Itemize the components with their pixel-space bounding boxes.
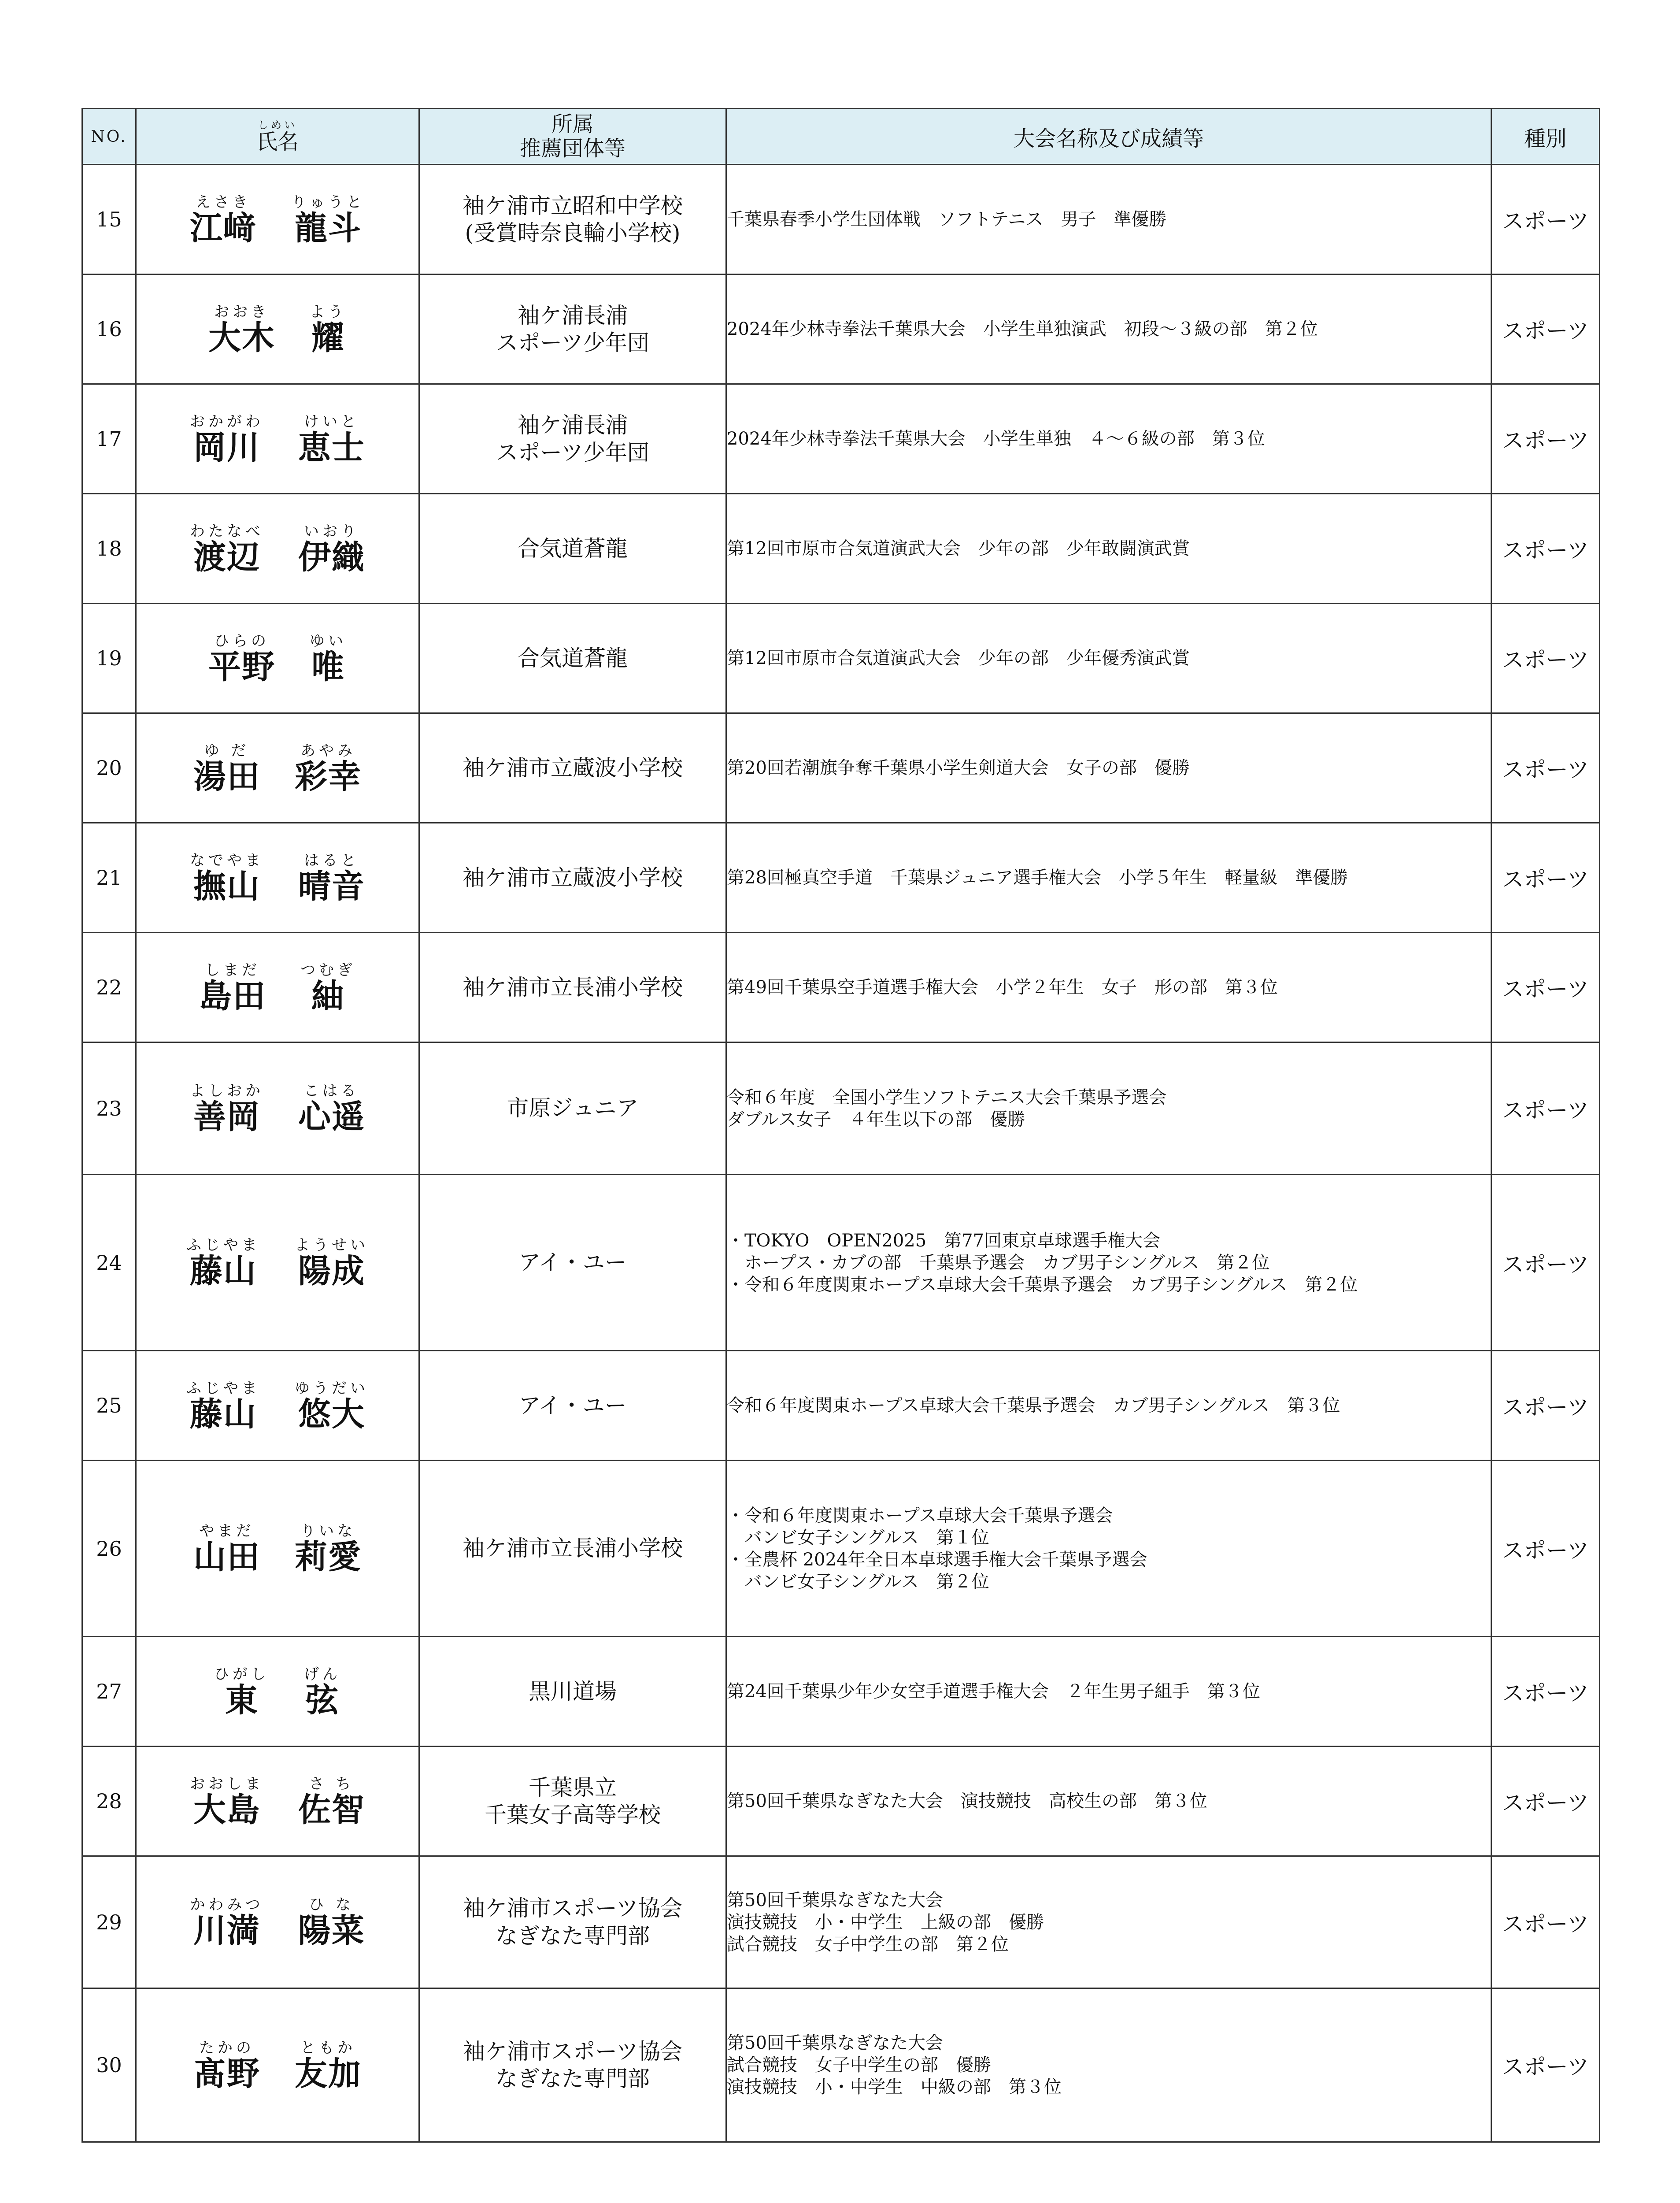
- given-name: 恵士: [298, 428, 365, 467]
- award-table: [81, 108, 1600, 2143]
- event-line: 第50回千葉県なぎなた大会: [727, 1890, 943, 1910]
- event-cell: [726, 1747, 1491, 1856]
- category-cell: スポーツ: [1491, 1988, 1600, 2142]
- event-line: 千葉県春季小学生団体戦 ソフトテニス 男子 準優勝: [727, 209, 1167, 230]
- event-line: 第24回千葉県少年少女空手道選手権大会 ２年生男子組手 第３位: [727, 1681, 1260, 1702]
- row-number: 15: [82, 165, 136, 274]
- org-cell: [419, 1988, 726, 2142]
- event-cell: [726, 604, 1491, 713]
- family-name: 善岡: [193, 1098, 260, 1136]
- table-row: [82, 1637, 1600, 1747]
- family-name: 川満: [193, 1912, 260, 1950]
- event-cell: [726, 1637, 1491, 1747]
- row-number: 18: [82, 494, 136, 604]
- org-cell: [419, 1042, 726, 1175]
- event-line: 試合競技 女子中学生の部 優勝: [727, 2055, 991, 2075]
- family-furigana: おおしま: [190, 1775, 264, 1793]
- name-cell: [136, 1461, 419, 1637]
- event-cell: [726, 1175, 1491, 1351]
- event-cell: [726, 823, 1491, 933]
- event-line: 令和６年度関東ホープス卓球大会千葉県予選会 カブ男子シングルス 第３位: [727, 1395, 1340, 1416]
- given-name: 弦: [306, 1681, 339, 1719]
- table-row: [82, 165, 1600, 274]
- header-name-ruby: しめい: [258, 119, 297, 132]
- event-line: 2024年少林寺拳法千葉県大会 小学生単独演武 初段～３級の部 第２位: [727, 319, 1318, 339]
- given-furigana: ゆうだい: [295, 1379, 369, 1397]
- given-name: 陽菜: [298, 1912, 365, 1950]
- event-line: ・全農杯 2024年全日本卓球選手権大会千葉県予選会: [727, 1549, 1147, 1570]
- org-cell: [419, 1351, 726, 1461]
- table-row: [82, 604, 1600, 713]
- family-name: 江﨑: [190, 209, 257, 247]
- family-name: 撫山: [193, 867, 260, 905]
- category-cell: スポーツ: [1491, 494, 1600, 604]
- family-furigana: おおき: [214, 303, 270, 321]
- event-cell: [726, 384, 1491, 494]
- header-org-line2: 推薦団体等: [519, 136, 625, 161]
- category-cell: スポーツ: [1491, 165, 1600, 274]
- given-name: 耀: [311, 319, 345, 357]
- given-furigana: けいと: [304, 412, 359, 430]
- given-furigana: よう: [310, 303, 347, 321]
- header-name: [136, 109, 419, 165]
- table-row: [82, 494, 1600, 604]
- row-number: 22: [82, 933, 136, 1042]
- table-row: [82, 384, 1600, 494]
- category-cell: スポーツ: [1491, 1175, 1600, 1351]
- given-furigana: いおり: [304, 522, 359, 540]
- event-line: 第12回市原市合気道演武大会 少年の部 少年敢闘演武賞: [727, 538, 1190, 559]
- table-row: [82, 1461, 1600, 1637]
- row-number: 26: [82, 1461, 136, 1637]
- given-furigana: ゆい: [310, 632, 347, 650]
- name-cell: [136, 1351, 419, 1461]
- header-org: [419, 109, 726, 165]
- event-line: 第50回千葉県なぎなた大会 演技競技 高校生の部 第３位: [727, 1791, 1207, 1811]
- family-name: 藤山: [190, 1252, 257, 1291]
- row-number: 25: [82, 1351, 136, 1461]
- given-name: 紬: [311, 977, 345, 1015]
- table-row: [82, 823, 1600, 933]
- event-cell: [726, 1856, 1491, 1988]
- event-line: 第28回極真空手道 千葉県ジュニア選手権大会 小学５年生 軽量級 準優勝: [727, 868, 1348, 888]
- category-cell: スポーツ: [1491, 1042, 1600, 1175]
- row-number: 19: [82, 604, 136, 713]
- row-number: 16: [82, 274, 136, 384]
- header-row: [82, 109, 1600, 165]
- name-cell: [136, 1637, 419, 1747]
- name-cell: [136, 1175, 419, 1351]
- org-line: (受賞時奈良輪小学校): [465, 220, 681, 246]
- row-number: 24: [82, 1175, 136, 1351]
- org-line: アイ・ユー: [518, 1392, 627, 1418]
- event-line: 試合競技 女子中学生の部 第２位: [727, 1934, 1009, 1955]
- name-cell: [136, 933, 419, 1042]
- category-cell: スポーツ: [1491, 274, 1600, 384]
- family-name: 岡川: [193, 428, 260, 467]
- given-furigana: ひ な: [309, 1896, 355, 1914]
- family-name: 髙野: [193, 2055, 260, 2093]
- given-name: 龍斗: [295, 209, 362, 247]
- event-cell: [726, 165, 1491, 274]
- row-number: 21: [82, 823, 136, 933]
- given-furigana: ようせい: [295, 1236, 369, 1254]
- event-line: 第20回若潮旗争奪千葉県小学生剣道大会 女子の部 優勝: [727, 758, 1190, 778]
- header-org-line1: 所属: [551, 111, 594, 137]
- name-cell: [136, 1988, 419, 2142]
- family-furigana: なでやま: [190, 851, 264, 869]
- event-cell: [726, 713, 1491, 823]
- table-row: [82, 1351, 1600, 1461]
- given-furigana: つむぎ: [300, 961, 356, 979]
- name-cell: [136, 713, 419, 823]
- family-furigana: たかの: [199, 2039, 255, 2057]
- org-cell: [419, 713, 726, 823]
- family-name: 渡辺: [193, 538, 260, 576]
- category-cell: スポーツ: [1491, 384, 1600, 494]
- table-row: [82, 1175, 1600, 1351]
- given-name: 悠大: [298, 1395, 365, 1433]
- event-line: バンビ女子シングルス 第２位: [727, 1571, 989, 1592]
- given-name: 伊織: [298, 538, 365, 576]
- org-line: 袖ケ浦市スポーツ協会: [463, 2038, 682, 2064]
- family-name: 東: [225, 1681, 259, 1719]
- event-line: ホープス・カブの部 千葉県予選会 カブ男子シングルス 第２位: [727, 1252, 1270, 1273]
- given-furigana: さ ち: [309, 1775, 355, 1793]
- family-name: 島田: [199, 977, 266, 1015]
- org-cell: [419, 1856, 726, 1988]
- given-furigana: ともか: [300, 2039, 356, 2057]
- table-row: [82, 274, 1600, 384]
- category-cell: スポーツ: [1491, 1351, 1600, 1461]
- given-name: 陽成: [298, 1252, 365, 1291]
- org-line: 千葉女子高等学校: [485, 1802, 661, 1828]
- row-number: 23: [82, 1042, 136, 1175]
- family-name: 藤山: [190, 1395, 257, 1433]
- given-furigana: はると: [304, 851, 359, 869]
- event-cell: [726, 494, 1491, 604]
- family-furigana: えさき: [196, 193, 251, 211]
- header-no: NO.: [82, 109, 136, 165]
- row-number: 27: [82, 1637, 136, 1747]
- org-line: 黒川道場: [529, 1678, 617, 1704]
- family-furigana: おかがわ: [190, 412, 264, 430]
- category-cell: スポーツ: [1491, 1747, 1600, 1856]
- event-line: ・令和６年度関東ホープス卓球大会千葉県予選会: [727, 1505, 1113, 1526]
- name-cell: [136, 274, 419, 384]
- event-line: 演技競技 小・中学生 上級の部 優勝: [727, 1912, 1044, 1932]
- event-line: ・TOKYO OPEN2025 第77回東京卓球選手権大会: [727, 1230, 1161, 1251]
- header-type: 種別: [1491, 109, 1600, 165]
- given-name: 唯: [311, 648, 345, 686]
- given-name: 佐智: [298, 1791, 365, 1829]
- table-row: [82, 713, 1600, 823]
- family-name: 大木: [208, 319, 275, 357]
- category-cell: スポーツ: [1491, 1461, 1600, 1637]
- org-line: 合気道蒼龍: [518, 535, 628, 561]
- event-line: ・令和６年度関東ホープス卓球大会千葉県予選会 カブ男子シングルス 第２位: [727, 1274, 1358, 1295]
- family-furigana: しまだ: [205, 961, 260, 979]
- header-name-label: 氏名: [256, 130, 299, 155]
- org-line: 袖ケ浦市スポーツ協会: [463, 1895, 682, 1921]
- org-cell: [419, 165, 726, 274]
- name-cell: [136, 604, 419, 713]
- row-number: 30: [82, 1988, 136, 2142]
- given-name: 心遥: [298, 1098, 365, 1136]
- category-cell: スポーツ: [1491, 1856, 1600, 1988]
- family-furigana: ふじやま: [186, 1379, 260, 1397]
- family-furigana: ひがし: [214, 1665, 270, 1683]
- given-furigana: げん: [304, 1665, 341, 1683]
- family-furigana: よしおか: [190, 1082, 264, 1100]
- table-row: [82, 933, 1600, 1042]
- family-furigana: ゆ だ: [204, 742, 250, 760]
- row-number: 28: [82, 1747, 136, 1856]
- given-name: 彩幸: [295, 757, 362, 796]
- org-cell: [419, 823, 726, 933]
- org-cell: [419, 1461, 726, 1637]
- family-name: 大島: [193, 1791, 260, 1829]
- family-furigana: かわみつ: [190, 1896, 264, 1914]
- name-cell: [136, 1747, 419, 1856]
- table-row: [82, 1988, 1600, 2142]
- event-cell: [726, 1042, 1491, 1175]
- row-number: 20: [82, 713, 136, 823]
- org-line: 袖ケ浦市立長浦小学校: [463, 1535, 683, 1561]
- org-line: 合気道蒼龍: [518, 645, 628, 671]
- category-cell: スポーツ: [1491, 933, 1600, 1042]
- row-number: 29: [82, 1856, 136, 1988]
- family-furigana: わたなべ: [190, 522, 264, 540]
- name-cell: [136, 165, 419, 274]
- name-cell: [136, 1042, 419, 1175]
- org-line: 袖ケ浦市立蔵波小学校: [463, 755, 683, 781]
- category-cell: スポーツ: [1491, 604, 1600, 713]
- org-cell: [419, 274, 726, 384]
- org-line: スポーツ少年団: [496, 440, 649, 465]
- event-cell: [726, 274, 1491, 384]
- event-line: 演技競技 小・中学生 中級の部 第３位: [727, 2077, 1062, 2097]
- org-line: なぎなた専門部: [496, 1923, 650, 1949]
- category-cell: スポーツ: [1491, 1637, 1600, 1747]
- given-furigana: りいな: [300, 1522, 356, 1540]
- org-cell: [419, 1175, 726, 1351]
- given-name: 晴音: [298, 867, 365, 905]
- org-cell: [419, 494, 726, 604]
- org-line: 袖ケ浦市立蔵波小学校: [463, 864, 683, 890]
- org-cell: [419, 933, 726, 1042]
- given-name: 友加: [295, 2055, 362, 2093]
- org-line: 袖ケ浦長浦: [518, 302, 628, 328]
- table-row: [82, 1747, 1600, 1856]
- org-line: なぎなた専門部: [496, 2066, 650, 2092]
- table-row: [82, 1856, 1600, 1988]
- given-furigana: りゅうと: [291, 193, 365, 211]
- given-furigana: こはる: [304, 1082, 359, 1100]
- event-cell: [726, 1988, 1491, 2142]
- family-furigana: ふじやま: [186, 1236, 260, 1254]
- event-cell: [726, 933, 1491, 1042]
- org-line: 市原ジュニア: [507, 1095, 639, 1121]
- org-line: 袖ケ浦市立長浦小学校: [463, 974, 683, 1000]
- category-cell: スポーツ: [1491, 713, 1600, 823]
- family-name: 平野: [208, 648, 275, 686]
- row-number: 17: [82, 384, 136, 494]
- org-line: スポーツ少年団: [496, 330, 649, 356]
- given-furigana: あやみ: [300, 742, 356, 760]
- given-name: 莉愛: [295, 1538, 362, 1576]
- family-name: 湯田: [193, 757, 260, 796]
- event-line: 令和６年度 全国小学生ソフトテニス大会千葉県予選会: [727, 1087, 1167, 1108]
- org-cell: [419, 1747, 726, 1856]
- org-line: 千葉県立: [529, 1774, 617, 1800]
- event-line: 第49回千葉県空手道選手権大会 小学２年生 女子 形の部 第３位: [727, 977, 1278, 998]
- event-cell: [726, 1351, 1491, 1461]
- family-name: 山田: [193, 1538, 260, 1576]
- org-cell: [419, 384, 726, 494]
- name-cell: [136, 823, 419, 933]
- org-cell: [419, 604, 726, 713]
- name-cell: [136, 1856, 419, 1988]
- name-cell: [136, 494, 419, 604]
- org-line: 袖ケ浦市立昭和中学校: [463, 193, 683, 219]
- table-row: [82, 1042, 1600, 1175]
- event-line: 第12回市原市合気道演武大会 少年の部 少年優秀演武賞: [727, 648, 1190, 668]
- org-line: 袖ケ浦長浦: [518, 412, 628, 438]
- event-line: 第50回千葉県なぎなた大会: [727, 2033, 943, 2053]
- family-furigana: ひらの: [214, 632, 270, 650]
- header-event: 大会名称及び成績等: [726, 109, 1491, 165]
- name-cell: [136, 384, 419, 494]
- family-furigana: やまだ: [199, 1522, 255, 1540]
- org-cell: [419, 1637, 726, 1747]
- event-line: 2024年少林寺拳法千葉県大会 小学生単独 ４～６級の部 第３位: [727, 429, 1265, 449]
- event-cell: [726, 1461, 1491, 1637]
- org-line: アイ・ユー: [518, 1250, 627, 1276]
- category-cell: スポーツ: [1491, 823, 1600, 933]
- event-line: バンビ女子シングルス 第１位: [727, 1527, 989, 1548]
- event-line: ダブルス女子 ４年生以下の部 優勝: [727, 1109, 1025, 1130]
